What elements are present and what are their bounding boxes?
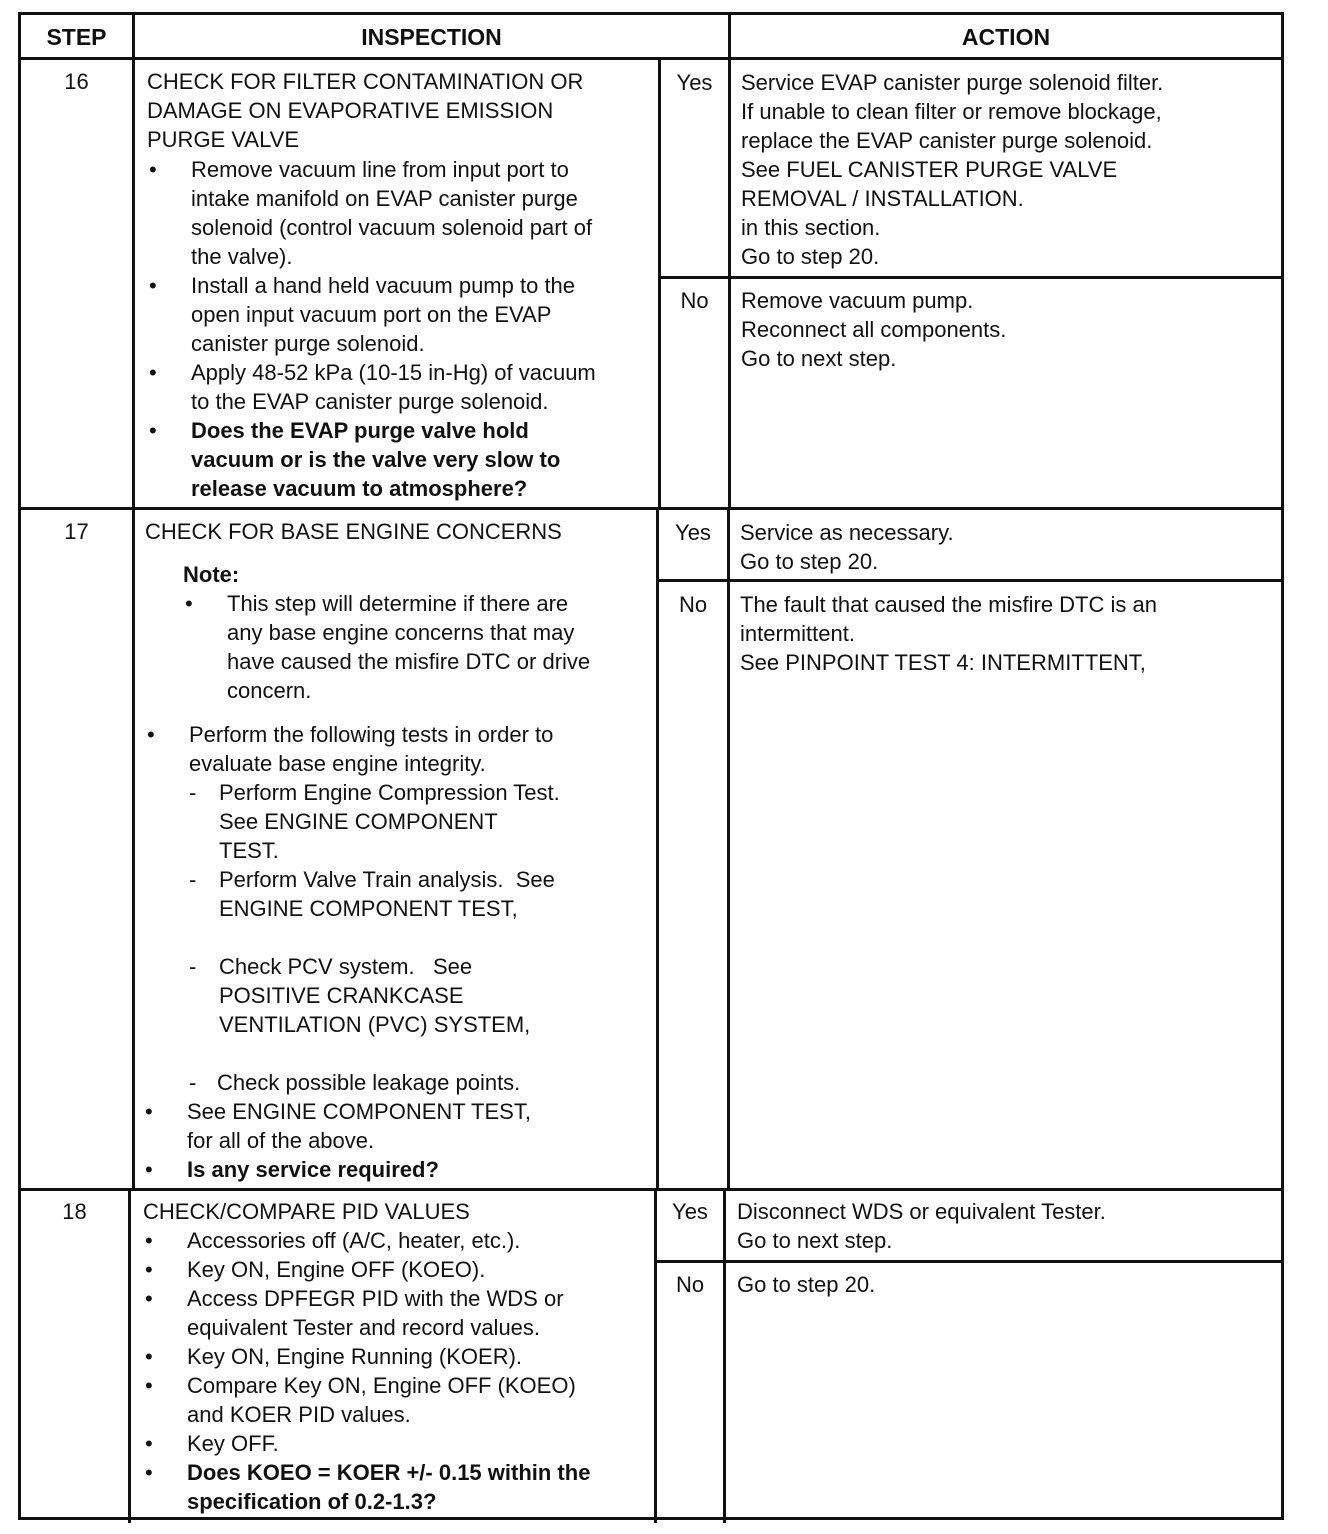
bullet-icon: •	[145, 1157, 153, 1182]
bullet-icon: •	[145, 1344, 153, 1369]
bullet-question: release vacuum to atmosphere?	[191, 476, 528, 501]
bullet-text: Accessories off (A/C, heater, etc.).	[187, 1228, 521, 1253]
step-number: 16	[64, 69, 89, 94]
bullet-icon: •	[145, 1431, 153, 1456]
bullet-text: to the EVAP canister purge solenoid.	[191, 389, 549, 414]
bullet-text: See ENGINE COMPONENT TEST,	[187, 1099, 531, 1124]
bullet-question: Does KOEO = KOER +/- 0.15 within the	[187, 1460, 591, 1485]
no-label: No	[680, 288, 709, 313]
sub-item-text: Perform Valve Train analysis. See	[219, 867, 555, 892]
action-text: Disconnect WDS or equivalent Tester.	[737, 1199, 1106, 1224]
bullet-icon: •	[149, 418, 157, 443]
bullet-text: Install a hand held vacuum pump to the	[191, 273, 576, 298]
action-text: Go to next step.	[741, 346, 897, 371]
bullet-icon: •	[145, 1373, 153, 1398]
yes-no-column-divider	[654, 1188, 657, 1523]
step-column-divider	[132, 507, 135, 1190]
note-text: This step will determine if there are	[227, 591, 569, 616]
bullet-question: specification of 0.2-1.3?	[187, 1489, 437, 1514]
inspection-title: CHECK/COMPARE PID VALUES	[143, 1199, 470, 1224]
action-text: Reconnect all components.	[741, 317, 1007, 342]
action-column-divider	[727, 507, 730, 1190]
bullet-text: evaluate base engine integrity.	[189, 751, 486, 776]
bullet-text: Compare Key ON, Engine OFF (KOEO)	[187, 1373, 576, 1398]
bullet-text: solenoid (control vacuum solenoid part of	[191, 215, 593, 240]
action-text: Service EVAP canister purge solenoid filter.	[741, 70, 1164, 95]
sub-item-text: Check PCV system. See	[219, 954, 473, 979]
note-text: any base engine concerns that may	[227, 620, 575, 645]
inspection-title: PURGE VALVE	[147, 127, 300, 152]
inspection-title: CHECK FOR BASE ENGINE CONCERNS	[145, 519, 562, 544]
header-inspection: INSPECTION	[361, 24, 502, 50]
action-text: The fault that caused the misfire DTC is an	[740, 592, 1157, 617]
row18-yes-no-divider	[655, 1260, 1281, 1263]
sub-item-text: TEST.	[219, 838, 279, 863]
dash-icon: -	[189, 867, 197, 892]
bullet-text: equivalent Tester and record values.	[187, 1315, 541, 1340]
action-text: REMOVAL / INSTALLATION.	[741, 186, 1024, 211]
bullet-text: Access DPFEGR PID with the WDS or	[187, 1286, 564, 1311]
action-text: intermittent.	[740, 621, 855, 646]
row16-yes-no-divider	[658, 276, 1281, 279]
bullet-text: the valve).	[191, 244, 293, 269]
action-text: Service as necessary.	[740, 520, 954, 545]
header-action: ACTION	[961, 24, 1051, 50]
bullet-icon: •	[145, 1099, 153, 1124]
action-text: replace the EVAP canister purge solenoid.	[741, 128, 1153, 153]
inspection-title: CHECK FOR FILTER CONTAMINATION OR	[147, 69, 584, 94]
step-column-divider	[128, 1188, 131, 1523]
dash-icon: -	[189, 954, 197, 979]
yes-label: Yes	[675, 520, 711, 545]
bullet-text: and KOER PID values.	[187, 1402, 411, 1427]
step-number: 18	[62, 1199, 87, 1224]
row16-divider	[21, 507, 1281, 510]
bullet-icon: •	[149, 157, 157, 182]
action-text: Go to step 20.	[741, 244, 880, 269]
action-text: Go to next step.	[737, 1228, 893, 1253]
yes-no-column-divider	[658, 57, 661, 507]
bullet-text: Apply 48-52 kPa (10-15 in-Hg) of vacuum	[191, 360, 596, 385]
note-text: concern.	[227, 678, 312, 703]
no-label: No	[675, 1272, 705, 1297]
inspection-title: DAMAGE ON EVAPORATIVE EMISSION	[147, 98, 554, 123]
step-number: 17	[64, 519, 89, 544]
sub-item-text: Check possible leakage points.	[217, 1070, 521, 1095]
action-text: in this section.	[741, 215, 881, 240]
yes-label: Yes	[676, 70, 713, 95]
bullet-icon: •	[145, 1228, 153, 1253]
action-text: Remove vacuum pump.	[741, 288, 974, 313]
bullet-text: open input vacuum port on the EVAP	[191, 302, 552, 327]
yes-label: Yes	[672, 1199, 708, 1224]
bullet-question: Does the EVAP purge valve hold	[191, 418, 529, 443]
bullet-icon: •	[145, 1286, 153, 1311]
row17-yes-no-divider	[658, 579, 1281, 582]
bullet-icon: •	[149, 360, 157, 385]
procedure-table	[18, 12, 1284, 1520]
dash-icon: -	[189, 780, 197, 805]
bullet-icon: •	[185, 591, 193, 616]
bullet-text: for all of the above.	[187, 1128, 375, 1153]
bullet-text: Key ON, Engine OFF (KOEO).	[187, 1257, 486, 1282]
bullet-icon: •	[145, 1257, 153, 1282]
note-text: have caused the misfire DTC or drive	[227, 649, 591, 674]
bullet-icon: •	[149, 273, 157, 298]
bullet-text: Remove vacuum line from input port to	[191, 157, 569, 182]
action-text: Go to step 20.	[740, 549, 879, 574]
bullet-question: Is any service required?	[187, 1157, 439, 1182]
row17-divider	[21, 1188, 1281, 1191]
sub-item-text: POSITIVE CRANKCASE	[219, 983, 464, 1008]
bullet-question: vacuum or is the valve very slow to	[191, 447, 561, 472]
action-text: See PINPOINT TEST 4: INTERMITTENT,	[740, 650, 1146, 675]
bullet-icon: •	[147, 722, 155, 747]
sub-item-text: VENTILATION (PVC) SYSTEM,	[219, 1012, 531, 1037]
bullet-text: Key ON, Engine Running (KOER).	[187, 1344, 523, 1369]
action-text: See FUEL CANISTER PURGE VALVE	[741, 157, 1118, 182]
bullet-icon: •	[145, 1460, 153, 1485]
header-step: STEP	[46, 24, 107, 50]
sub-item-text: Perform Engine Compression Test.	[219, 780, 560, 805]
sub-item-text: See ENGINE COMPONENT	[219, 809, 498, 834]
action-text: If unable to clean filter or remove blockage,	[741, 99, 1162, 124]
step-column-divider	[132, 15, 135, 507]
bullet-text: intake manifold on EVAP canister purge	[191, 186, 578, 211]
no-label: No	[678, 592, 708, 617]
dash-icon: -	[189, 1070, 197, 1095]
action-text: Go to step 20.	[737, 1272, 876, 1297]
bullet-text: canister purge solenoid.	[191, 331, 425, 356]
bullet-text: Key OFF.	[187, 1431, 279, 1456]
note-label: Note:	[183, 562, 240, 587]
bullet-text: Perform the following tests in order to	[189, 722, 554, 747]
sub-item-text: ENGINE COMPONENT TEST,	[219, 896, 518, 921]
action-column-divider	[723, 1188, 726, 1523]
action-column-divider	[728, 15, 731, 507]
